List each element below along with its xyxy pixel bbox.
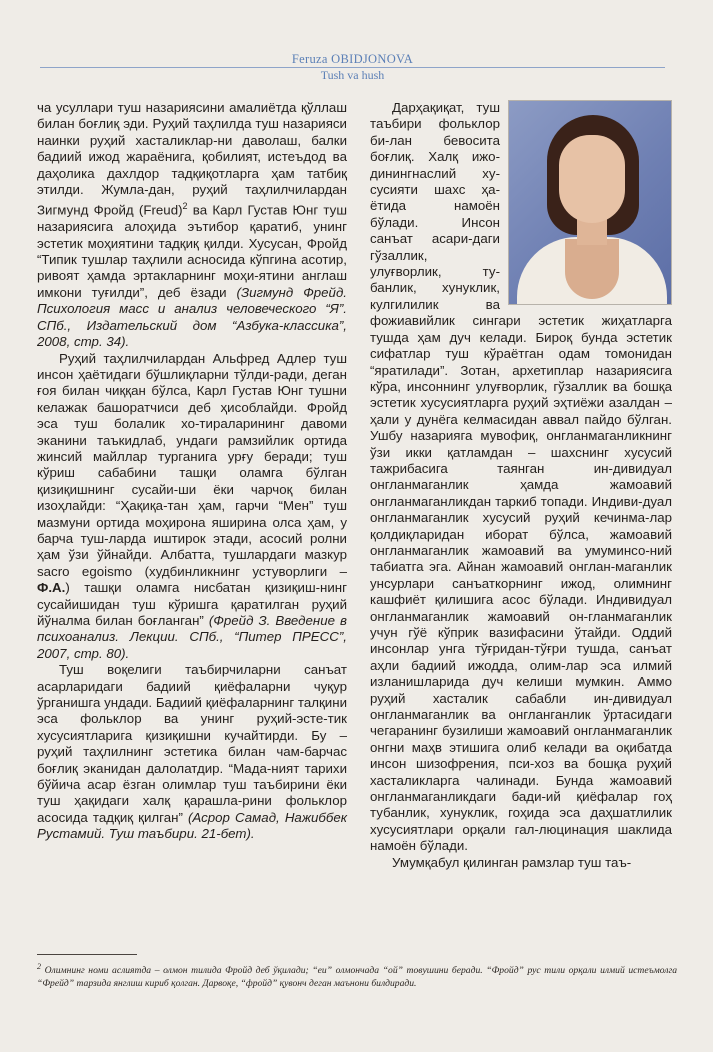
footnote-divider xyxy=(37,954,137,955)
header-title: Tush va hush xyxy=(320,68,385,82)
footnote-text: Олимнинг номи аслиятда – олмон тилида Фройд деб ўқилади; “eu” олмончада “ой” товушини беради. “Фройд” рус тили орқали илмий истеъмолга “Фрейд” тарзида янглиш кириб қолган. Дарвоқе, “фройд” қувонч деган маънони билдиради. xyxy=(37,965,677,990)
body-text: ) ташқи оламга нисбатан қизиқиш-нинг сусайишидан туш кўришга қаратилган руҳий йўналма билан боғланган” xyxy=(37,580,347,629)
paragraph xyxy=(37,662,347,842)
footnote-marker: 2 xyxy=(37,962,41,971)
body-text: Туш воқелиги таъбирчиларни санъат асарларидаги бадиий қиёфаларни чуқур ўрганишга ундади. Бадиий қиёфаларнинг талқини эса фольклор ва унинг руҳий-эсте-тик хусусиятларига қизиқишни кучайтирди. Бу – руҳий таҳлилнинг эстетика билан чам-барчас боғлиқ эканидан далолатдир. “Мада-ният тарихи бўйича асар ёзган олимлар туш таъбирини ёки туш ҳақидаги халқ қарашла-рини фольклор асосида тадқиқ қилган” xyxy=(37,662,347,825)
footnote-ref: 2 xyxy=(182,201,188,212)
body-text: Руҳий таҳлилчилардан Альфред Адлер туш инсон ҳаётидаги бўшлиқларни тўлди-ради, деган ғоя билан чиққан бўлса, Карл Густав Юнг тушни келажак башоратчиси деб ҳисоблайди. Фройд эса туш болалик хо-тираларининг давоми эканини таъкидлаб, ундаги рамзийлик ортида жинсий майллар турганига урғу беради; туш кўриш сабабини ташқи оламга бўлган қизиқишнинг сусайи-ши ёки чарчоқ билан изоҳлайди: “Ҳақиқа-тан ҳам, гарчи “Мен” туш мазмуни ортида моҳирона яширина олса ҳам, у барча туш-ларда иштирок этади, асосий ролни ҳам ўзи ўйнайди. Албатта, тушлардаги мазкур sacro egoismo (худбинликнинг устуворлиги – xyxy=(37,350,347,579)
right-column xyxy=(370,100,672,871)
header-author: Feruza OBIDJONOVA xyxy=(291,52,414,66)
paragraph xyxy=(37,100,347,351)
paragraph xyxy=(37,351,347,663)
portrait-face xyxy=(559,135,625,223)
author-portrait-photo xyxy=(508,100,672,305)
body-text: ва Карл Густав Юнг туш назариясига алоҳида эътибор қаратиб, унинг эстетик моҳиятини тадқиқ қилди. Хусусан, Фройд “Типик тушлар таҳлили асносида кўпгина асотир, ривоят ҳамда эртакларнинг моҳи-ятини англаш имкони туғилди”, деб ёзади xyxy=(37,202,347,300)
citation-text: (Фрейд З. Введение в психоанализ. Лекции. СПб., “Питер ПРЕСС”, 2007, стр. 80). xyxy=(37,613,347,661)
citation-text: (Асрор Самад, Нажиббек Рустамий. Туш таъбири. 21-бет). xyxy=(37,809,347,842)
citation-text: (Зигмунд Фрейд. Психология масс и анализ человеческого “Я”. СПб., Издательский дом “Азбука-классика”, 2008, стр. 34). xyxy=(37,284,347,350)
portrait-neckline xyxy=(565,239,619,299)
body-text: ча усуллари туш назариясини амалиётда қўллаш билан боғлиқ эди. Руҳий таҳлилда туш назарияси наинки руҳий хасталиклар-ни даволаш, балки бадиий ижод жараёнига, қобилият, истеъдод ва даҳолика дахлдор тадқиқотларга ҳам татбиқ этилди. Жумла-дан, руҳий таҳлилчилардан Зигмунд Фройд (Freud) xyxy=(37,100,347,218)
footnote xyxy=(37,960,677,990)
running-header xyxy=(40,52,665,82)
paragraph xyxy=(370,855,672,871)
body-text: Умумқабул қилинган рамзлар туш таъ- xyxy=(392,854,632,870)
body-text: Дарҳақиқат, туш таъбири фольклор би-лан бевосита боғлиқ. Халқ ижо-динингнаслий ху-сусияти шахс ҳа-ётида намоён бўлади. Инсон санъат асари-даги гўзаллик, улуғворлик, ту-банлик, хунуклик, кулгилилик ва фожиавийлик сингари эстетик жиҳатларга тушда ҳам дуч келади. Бироқ бунда эстетик сифатлар туш кўраётган одам томонидан “яратилади”. Зотан, архетиплар назариясига кўра, инсоннинг улуғворлик, гўзаллик ва бошқа эстетик хусусиятларга руҳий эҳтиёжи азалдан – ҳали у дунёга келмасидан аввал пайдо бўлган. Ушбу назарияга мувофиқ, онгланмаганликнинг ўзи икки қатламдан – шахснинг хусусий тажрибасига таянган ин-дивидуал онгланмаганлик ҳамда жамоавий онгланмаганликдан таркиб топади. Индиви-дуал онгланмаганлик хусусий руҳий кечинма-лар қолдиқларидан иборат бўлса, жамоавий онгланмаганлик жамоавий ва умуминсо-ний табиатга эга. Айнан жамоавий онглан-маганлик унсурлари санъаткорнинг ижод, олимнинг кашфиёт қилишига асос бўлади. Индивидуал онгланмаганлик жамоавий он-гланмаганлик учун гўё кўприк вазифасини ўтайди. Оддий инсонлар унга тўғридан-тўғри тушда, санъат аҳли бадиий ижодда, олим-лар эса илмий изланишларида дуч келиши мумкин. Аммо руҳий хасталик сабабли ин-дивидуал онгланмаганлик ва онгланганлик ўртасидаги чегаранинг бузилиши жамоавий онгланмаганлик онгни маҳв этишига олиб келади ва оқибатда инсон шизофрения, пси-хоз ва бошқа руҳий хасталикларга чалинади. Бунда жамоавий онгланмаганликдаги бади-ий қиёфалар гоҳ тубанлик, хунуклик, гоҳида эса даҳшатлилик хусусиятлари орқали гал-люцинация шаклида намоён бўлади. xyxy=(370,100,672,854)
left-column xyxy=(37,100,347,843)
body-text: Ф.А. xyxy=(37,580,66,596)
